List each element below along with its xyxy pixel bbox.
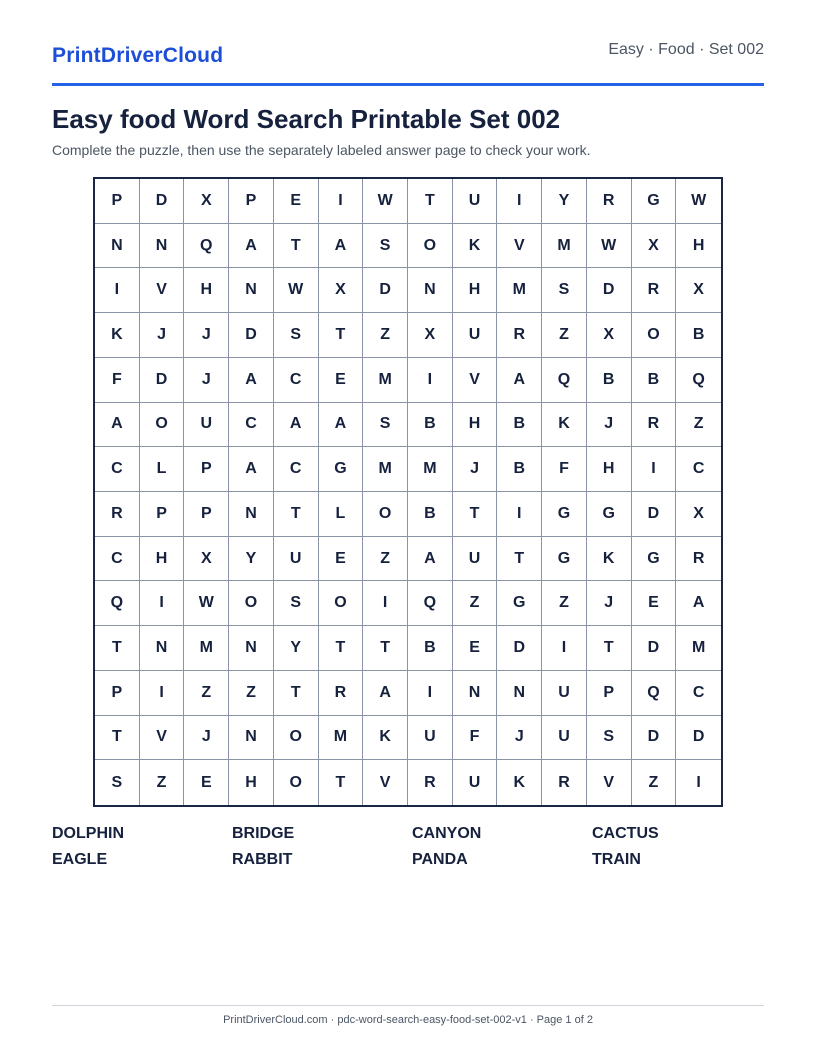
grid-cell: Z: [542, 581, 587, 626]
grid-cell: U: [542, 671, 587, 716]
grid-cell: R: [95, 492, 140, 537]
grid-cell: Z: [453, 581, 498, 626]
word-list-item: DOLPHIN: [52, 825, 124, 842]
grid-cell: R: [408, 760, 453, 805]
grid-cell: S: [542, 268, 587, 313]
grid-cell: Z: [363, 537, 408, 582]
grid-cell: B: [497, 447, 542, 492]
grid-cell: I: [408, 671, 453, 716]
grid-cell: M: [319, 716, 364, 761]
grid-cell: W: [363, 179, 408, 224]
grid-cell: G: [542, 492, 587, 537]
grid-cell: T: [319, 760, 364, 805]
grid-cell: Q: [542, 358, 587, 403]
grid-cell: T: [95, 716, 140, 761]
grid-cell: Z: [363, 313, 408, 358]
word-list-item: CANYON: [412, 825, 482, 842]
grid-cell: E: [319, 537, 364, 582]
grid-cell: T: [319, 313, 364, 358]
grid-cell: H: [453, 403, 498, 448]
grid-cell: V: [140, 268, 185, 313]
grid-cell: N: [229, 716, 274, 761]
grid-cell: A: [229, 447, 274, 492]
grid-cell: M: [676, 626, 721, 671]
grid-cell: R: [542, 760, 587, 805]
grid-cell: U: [453, 537, 498, 582]
grid-cell: A: [229, 358, 274, 403]
grid-cell: K: [497, 760, 542, 805]
word-list-item: CACTUS: [592, 825, 659, 842]
grid-cell: A: [497, 358, 542, 403]
grid-cell: K: [363, 716, 408, 761]
grid-cell: V: [453, 358, 498, 403]
grid-cell: P: [229, 179, 274, 224]
grid-cell: U: [274, 537, 319, 582]
grid-cell: X: [408, 313, 453, 358]
grid-cell: D: [632, 716, 677, 761]
grid-cell: D: [229, 313, 274, 358]
grid-cell: M: [184, 626, 229, 671]
grid-cell: O: [229, 581, 274, 626]
grid-cell: Y: [229, 537, 274, 582]
grid-cell: N: [140, 224, 185, 269]
grid-cell: J: [184, 716, 229, 761]
grid-cell: J: [587, 581, 632, 626]
grid-cell: T: [95, 626, 140, 671]
grid-cell: D: [363, 268, 408, 313]
grid-cell: B: [587, 358, 632, 403]
grid-cell: H: [229, 760, 274, 805]
grid-cell: M: [363, 358, 408, 403]
grid-cell: B: [408, 403, 453, 448]
grid-cell: Q: [632, 671, 677, 716]
grid-cell: R: [587, 179, 632, 224]
grid-cell: P: [184, 492, 229, 537]
grid-cell: O: [319, 581, 364, 626]
grid-cell: D: [140, 358, 185, 403]
grid-cell: U: [453, 179, 498, 224]
grid-cell: N: [140, 626, 185, 671]
grid-cell: D: [632, 492, 677, 537]
grid-cell: B: [632, 358, 677, 403]
grid-cell: K: [542, 403, 587, 448]
grid-cell: S: [95, 760, 140, 805]
grid-cell: M: [408, 447, 453, 492]
grid-cell: T: [274, 224, 319, 269]
grid-cell: X: [319, 268, 364, 313]
grid-cell: N: [95, 224, 140, 269]
grid-cell: S: [274, 313, 319, 358]
grid-cell: A: [319, 403, 364, 448]
grid-cell: S: [363, 403, 408, 448]
grid-cell: B: [497, 403, 542, 448]
grid-cell: U: [184, 403, 229, 448]
grid-cell: O: [274, 760, 319, 805]
grid-cell: J: [184, 313, 229, 358]
grid-cell: A: [408, 537, 453, 582]
grid-cell: N: [229, 626, 274, 671]
grid-cell: U: [453, 760, 498, 805]
page-header: [52, 0, 764, 86]
grid-cell: B: [408, 626, 453, 671]
grid-cell: D: [676, 716, 721, 761]
grid-cell: A: [274, 403, 319, 448]
grid-cell: E: [274, 179, 319, 224]
grid-cell: G: [632, 537, 677, 582]
grid-cell: D: [497, 626, 542, 671]
grid-cell: I: [497, 179, 542, 224]
word-list: [52, 825, 772, 869]
grid-cell: N: [408, 268, 453, 313]
grid-cell: C: [676, 671, 721, 716]
grid-cell: B: [676, 313, 721, 358]
page-footer: PrintDriverCloud.com · pdc-word-search-easy-food-set-002-v1 · Page 1 of 2: [223, 1014, 593, 1026]
grid-cell: M: [542, 224, 587, 269]
grid-cell: T: [274, 671, 319, 716]
grid-cell: V: [587, 760, 632, 805]
grid-cell: E: [453, 626, 498, 671]
grid-cell: T: [274, 492, 319, 537]
grid-cell: T: [587, 626, 632, 671]
grid-cell: H: [676, 224, 721, 269]
grid-cell: W: [676, 179, 721, 224]
grid-cell: P: [587, 671, 632, 716]
grid-cell: P: [95, 671, 140, 716]
grid-cell: V: [140, 716, 185, 761]
grid-cell: U: [542, 716, 587, 761]
word-list-item: PANDA: [412, 851, 468, 868]
grid-cell: Z: [140, 760, 185, 805]
grid-cell: H: [587, 447, 632, 492]
grid-cell: Y: [542, 179, 587, 224]
grid-cell: C: [95, 447, 140, 492]
grid-cell: G: [587, 492, 632, 537]
grid-cell: D: [587, 268, 632, 313]
grid-cell: Q: [408, 581, 453, 626]
grid-cell: I: [696, 773, 701, 791]
grid-cell: Y: [274, 626, 319, 671]
grid-cell: R: [632, 403, 677, 448]
grid-cell: I: [319, 179, 364, 224]
grid-cell: A: [229, 224, 274, 269]
grid-cell: I: [140, 671, 185, 716]
grid-cell: O: [632, 313, 677, 358]
grid-cell: O: [140, 403, 185, 448]
grid-cell: X: [676, 492, 721, 537]
grid-cell: I: [95, 268, 140, 313]
word-list-item: BRIDGE: [232, 825, 295, 842]
grid-cell: P: [95, 179, 140, 224]
grid-cell: O: [274, 716, 319, 761]
grid-cell: G: [632, 179, 677, 224]
grid-cell: S: [587, 716, 632, 761]
page-subtitle: Complete the puzzle, then use the separately labeled answer page to check your work.: [52, 142, 591, 158]
grid-cell: K: [453, 224, 498, 269]
grid-cell: G: [497, 581, 542, 626]
grid-cell: N: [229, 492, 274, 537]
grid-cell: I: [363, 581, 408, 626]
grid-cell: I: [408, 358, 453, 403]
grid-cell: K: [95, 313, 140, 358]
grid-cell: L: [140, 447, 185, 492]
grid-cell: D: [632, 626, 677, 671]
grid-cell: R: [319, 671, 364, 716]
grid-cell: J: [497, 716, 542, 761]
grid-cell: J: [587, 403, 632, 448]
word-list-item: TRAIN: [592, 851, 641, 868]
grid-cell: P: [140, 492, 185, 537]
grid-cell: C: [274, 358, 319, 403]
word-list-item: RABBIT: [232, 851, 293, 868]
grid-cell: A: [95, 403, 140, 448]
grid-cell: G: [542, 537, 587, 582]
grid-cell: B: [408, 492, 453, 537]
grid-cell: F: [453, 716, 498, 761]
grid-cell: Q: [184, 224, 229, 269]
brand-logo: PrintDriverCloud: [52, 44, 224, 67]
grid-cell: X: [184, 179, 229, 224]
grid-cell: T: [408, 179, 453, 224]
grid-cell: P: [184, 447, 229, 492]
grid-cell: X: [632, 224, 677, 269]
grid-cell: J: [453, 447, 498, 492]
grid-cell: Z: [542, 313, 587, 358]
grid-cell: E: [184, 760, 229, 805]
grid-cell: A: [676, 581, 721, 626]
grid-cell: A: [363, 671, 408, 716]
grid-cell: M: [497, 268, 542, 313]
grid-cell: W: [587, 224, 632, 269]
grid-cell: Z: [632, 760, 677, 805]
puzzle-meta: Easy · Food · Set 002: [608, 41, 764, 58]
grid-cell: E: [319, 358, 364, 403]
grid-cell: H: [453, 268, 498, 313]
grid-cell: K: [587, 537, 632, 582]
grid-cell: T: [363, 626, 408, 671]
grid-cell: R: [676, 537, 721, 582]
grid-cell: Q: [95, 581, 140, 626]
word-list-item: EAGLE: [52, 851, 108, 868]
grid-cell: W: [274, 268, 319, 313]
word-search-grid: [93, 177, 723, 807]
grid-cell: A: [319, 224, 364, 269]
grid-cell: I: [140, 581, 185, 626]
grid-cell: H: [140, 537, 185, 582]
grid-cell: S: [363, 224, 408, 269]
grid-cell: U: [453, 313, 498, 358]
grid-cell: I: [632, 447, 677, 492]
grid-cell: L: [319, 492, 364, 537]
grid-cell: F: [542, 447, 587, 492]
grid-cell: D: [140, 179, 185, 224]
grid-cell: C: [676, 447, 721, 492]
grid-cell: S: [274, 581, 319, 626]
footer-divider: [52, 1005, 764, 1006]
grid-cell: M: [363, 447, 408, 492]
grid-cell: G: [319, 447, 364, 492]
grid-cell: T: [319, 626, 364, 671]
grid-cell: I: [497, 492, 542, 537]
grid-cell: H: [184, 268, 229, 313]
grid-cell: Q: [676, 358, 721, 403]
grid-cell: T: [453, 492, 498, 537]
grid-cell: Z: [184, 671, 229, 716]
grid-cell: X: [587, 313, 632, 358]
grid-cell: J: [140, 313, 185, 358]
grid-cell: V: [497, 224, 542, 269]
grid-cell: T: [497, 537, 542, 582]
grid-cell: E: [632, 581, 677, 626]
grid-cell: C: [95, 537, 140, 582]
grid-cell: R: [497, 313, 542, 358]
grid-cell: J: [184, 358, 229, 403]
grid-cell: X: [184, 537, 229, 582]
grid-cell: N: [453, 671, 498, 716]
grid-cell: F: [95, 358, 140, 403]
grid-cell: W: [184, 581, 229, 626]
grid-cell: V: [363, 760, 408, 805]
grid-cell: X: [676, 268, 721, 313]
grid-cell: C: [274, 447, 319, 492]
grid-cell: O: [408, 224, 453, 269]
grid-cell: Z: [676, 403, 721, 448]
grid-cell: R: [632, 268, 677, 313]
grid-cell: U: [408, 716, 453, 761]
grid-cell: Z: [229, 671, 274, 716]
grid-cell: I: [542, 626, 587, 671]
grid-cell: N: [497, 671, 542, 716]
grid-cell: C: [229, 403, 274, 448]
grid-cell: N: [229, 268, 274, 313]
grid-cell: O: [363, 492, 408, 537]
page-title: Easy food Word Search Printable Set 002: [52, 104, 561, 134]
